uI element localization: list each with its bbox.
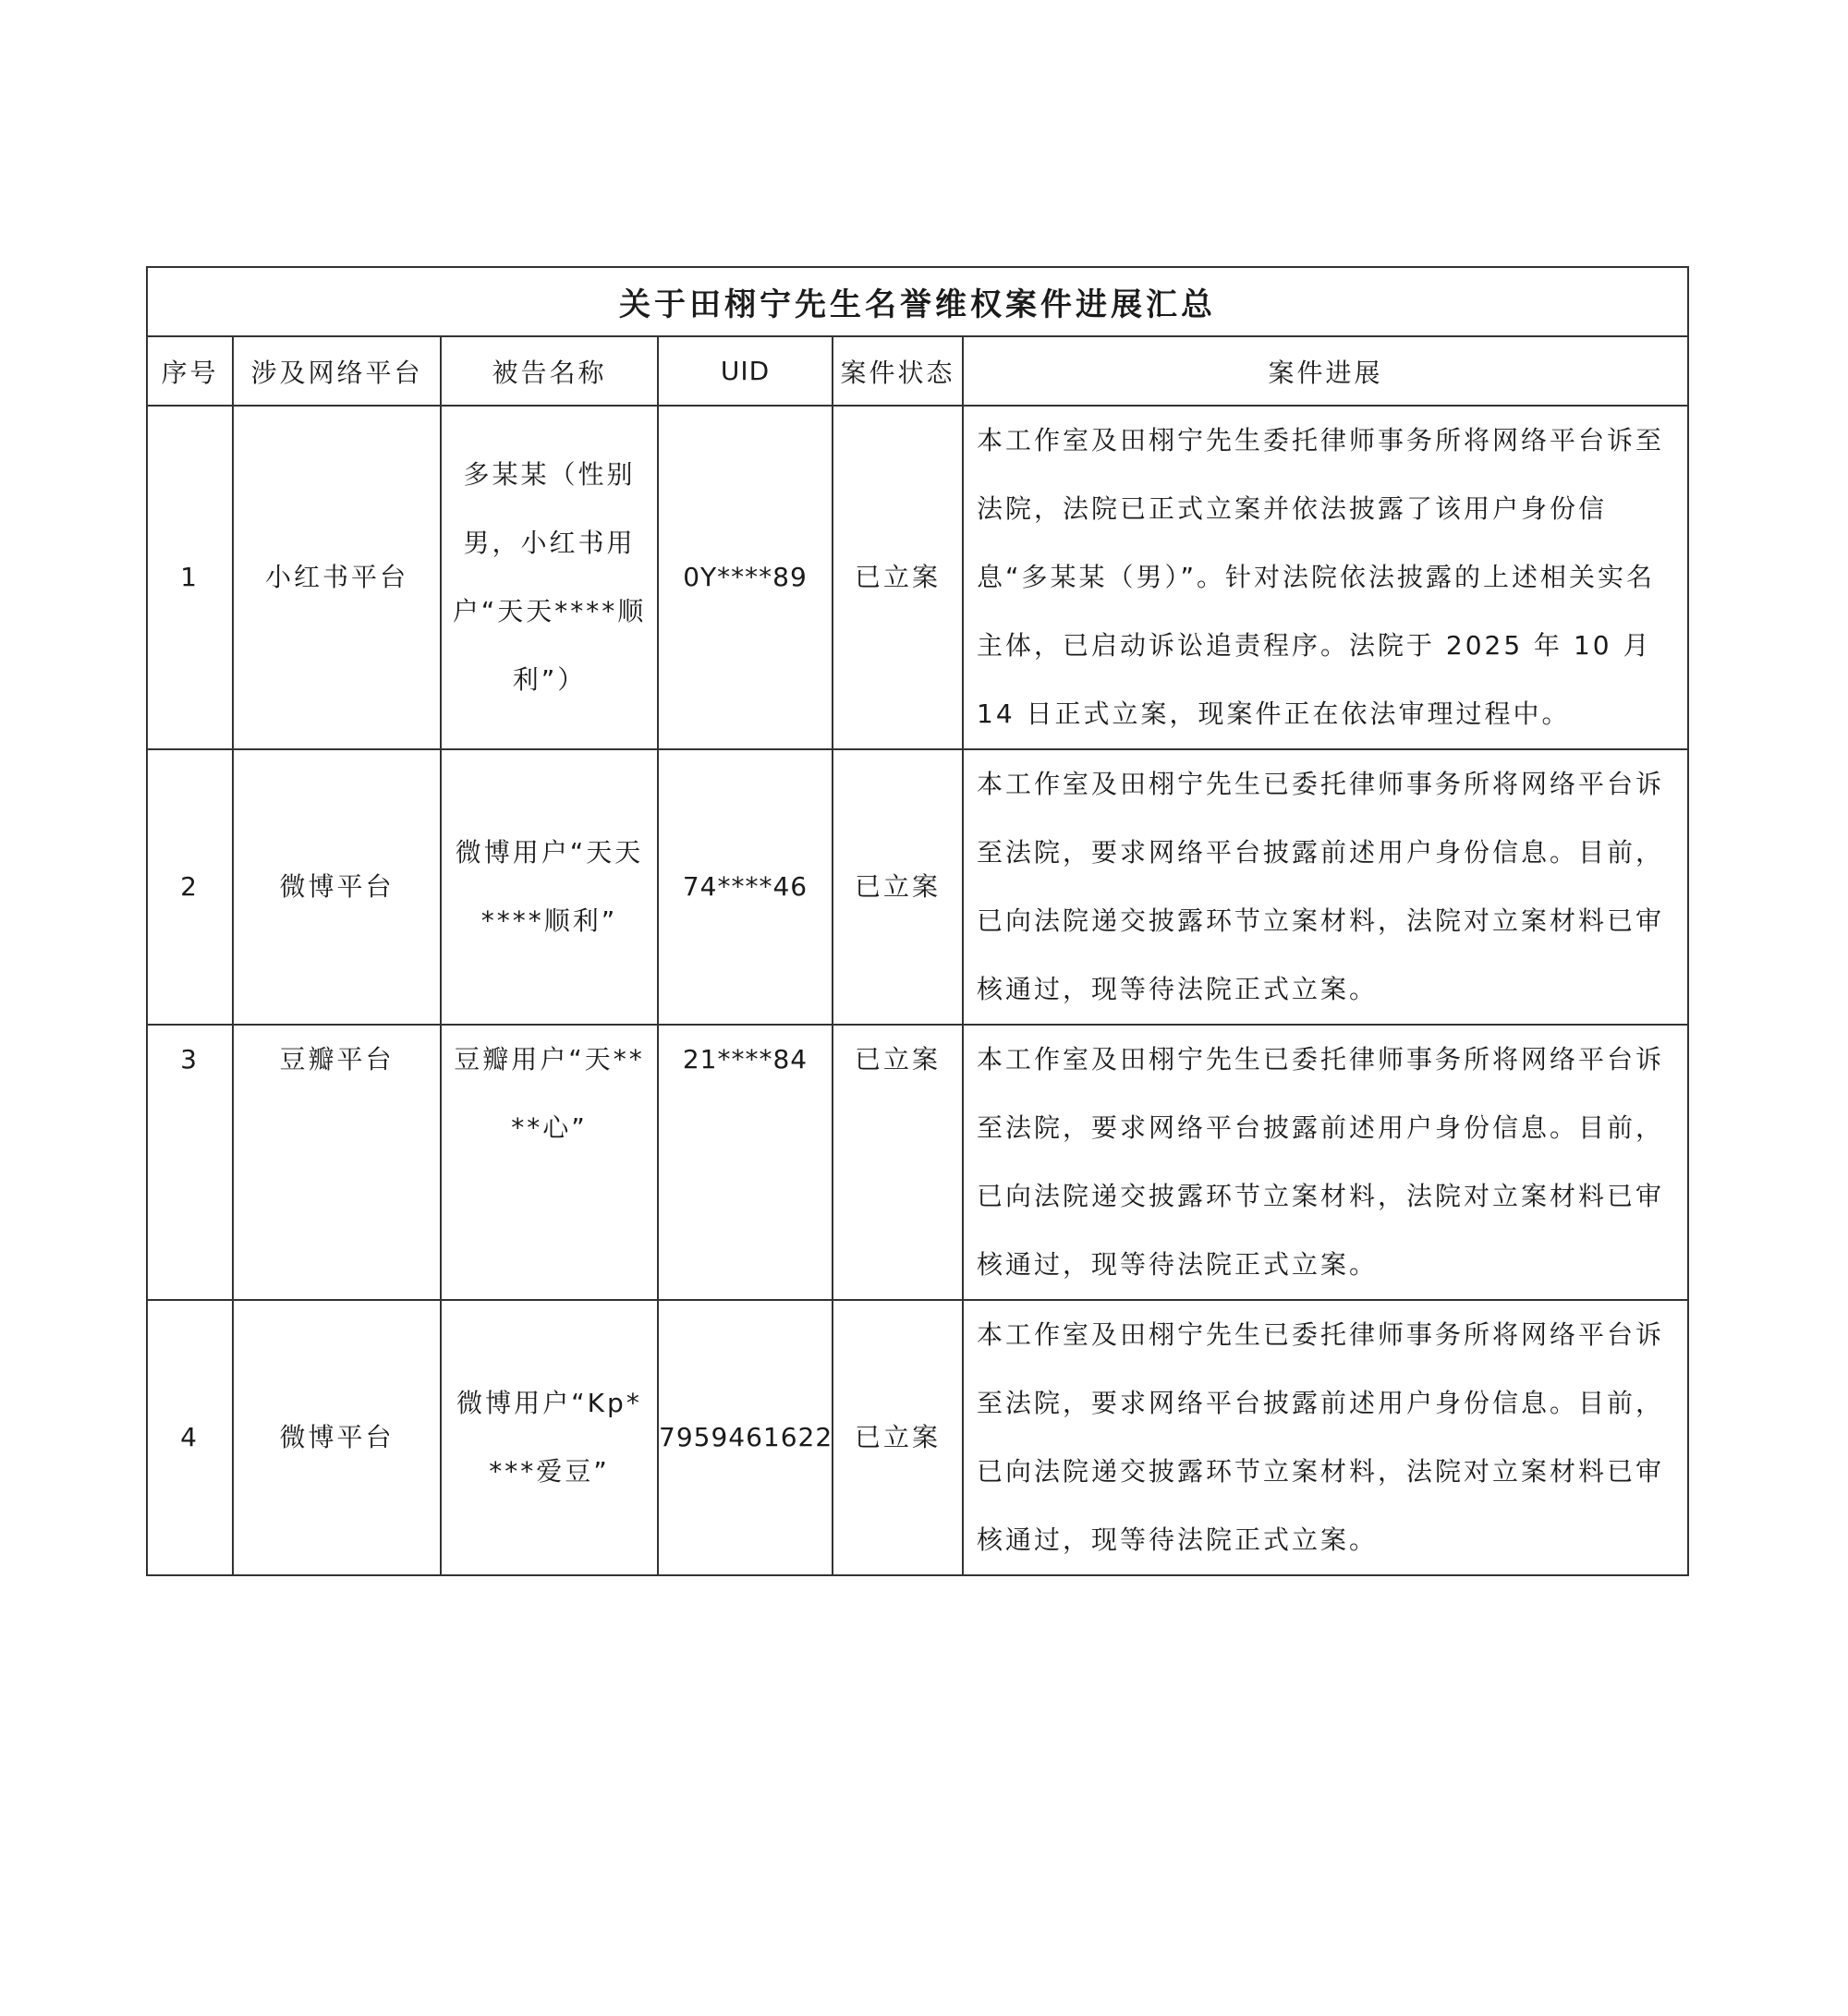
cell-platform: 小红书平台 bbox=[233, 406, 441, 749]
cell-defendant: 豆瓣用户“天****心” bbox=[441, 1025, 658, 1300]
header-seq: 序号 bbox=[147, 336, 233, 406]
header-platform: 涉及网络平台 bbox=[233, 336, 441, 406]
cell-uid: 74****46 bbox=[658, 749, 833, 1025]
cell-defendant: 微博用户“天天****顺利” bbox=[441, 749, 658, 1025]
cell-uid: 7959461622 bbox=[658, 1300, 833, 1575]
cell-progress: 本工作室及田栩宁先生已委托律师事务所将网络平台诉至法院，要求网络平台披露前述用户身份信息。目前，已向法院递交披露环节立案材料，法院对立案材料已审核通过，现等待法院正式立案。 bbox=[963, 1025, 1688, 1300]
cell-seq: 1 bbox=[147, 406, 233, 749]
cell-status: 已立案 bbox=[833, 1300, 963, 1575]
table-row bbox=[147, 1025, 1688, 1300]
cell-seq: 4 bbox=[147, 1300, 233, 1575]
table-row bbox=[147, 406, 1688, 749]
cell-platform: 豆瓣平台 bbox=[233, 1025, 441, 1300]
cell-progress: 本工作室及田栩宁先生已委托律师事务所将网络平台诉至法院，要求网络平台披露前述用户身份信息。目前，已向法院递交披露环节立案材料，法院对立案材料已审核通过，现等待法院正式立案。 bbox=[963, 1300, 1688, 1575]
cell-defendant: 多某某（性别男，小红书用户“天天****顺利”） bbox=[441, 406, 658, 749]
cell-progress: 本工作室及田栩宁先生已委托律师事务所将网络平台诉至法院，要求网络平台披露前述用户身份信息。目前，已向法院递交披露环节立案材料，法院对立案材料已审核通过，现等待法院正式立案。 bbox=[963, 749, 1688, 1025]
header-progress: 案件进展 bbox=[963, 336, 1688, 406]
cell-seq: 2 bbox=[147, 749, 233, 1025]
table-title: 关于田栩宁先生名誉维权案件进展汇总 bbox=[147, 267, 1688, 336]
header-uid: UID bbox=[658, 336, 833, 406]
cell-status: 已立案 bbox=[833, 1025, 963, 1300]
cell-platform: 微博平台 bbox=[233, 749, 441, 1025]
cell-platform: 微博平台 bbox=[233, 1300, 441, 1575]
cell-defendant: 微博用户“Kp****爱豆” bbox=[441, 1300, 658, 1575]
cell-uid: 21****84 bbox=[658, 1025, 833, 1300]
table-row bbox=[147, 749, 1688, 1025]
title-row bbox=[147, 267, 1688, 336]
header-row bbox=[147, 336, 1688, 406]
table-row bbox=[147, 1300, 1688, 1575]
cell-progress: 本工作室及田栩宁先生委托律师事务所将网络平台诉至法院，法院已正式立案并依法披露了该用户身份信息“多某某（男）”。针对法院依法披露的上述相关实名主体，已启动诉讼追责程序。法院于 2025 年 10 月 14 日正式立案，现案件正在依法审理过程中。 bbox=[963, 406, 1688, 749]
header-status: 案件状态 bbox=[833, 336, 963, 406]
cell-status: 已立案 bbox=[833, 406, 963, 749]
case-progress-table bbox=[146, 266, 1689, 1576]
cell-status: 已立案 bbox=[833, 749, 963, 1025]
cell-uid: 0Y****89 bbox=[658, 406, 833, 749]
header-defendant: 被告名称 bbox=[441, 336, 658, 406]
cell-seq: 3 bbox=[147, 1025, 233, 1300]
